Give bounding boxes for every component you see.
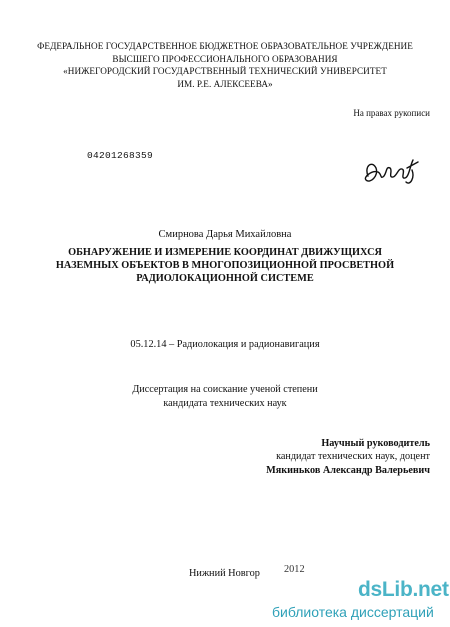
institution-line-4: ИМ. Р.Е. АЛЕКСЕЕВА» — [177, 78, 273, 89]
specialty-code: 05.12.14 – Радиолокация и радионавигация — [130, 339, 320, 350]
registration-code: 04201268359 — [87, 150, 154, 161]
institution-line-2: ВЫСШЕГО ПРОФЕССИОНАЛЬНОГО ОБРАЗОВАНИЯ — [112, 53, 338, 64]
watermark-subtitle: библиотека диссертаций — [272, 604, 434, 620]
degree-line-2: кандидата технических наук — [163, 397, 287, 409]
supervisor-label: Научный руководитель — [321, 438, 430, 449]
supervisor-block — [266, 437, 430, 477]
rights-note: На правах рукописи — [353, 108, 430, 118]
supervisor-name: Мякиньков Александр Валерьевич — [266, 464, 430, 476]
institution-line-1: ФЕДЕРАЛЬНОЕ ГОСУДАРСТВЕННОЕ БЮДЖЕТНОЕ ОБРАЗОВАТЕЛЬНОЕ УЧРЕЖДЕНИЕ — [37, 41, 413, 51]
institution-header — [0, 40, 450, 90]
year: 2012 — [284, 564, 305, 575]
degree-line-1: Диссертация на соискание ученой степени — [132, 384, 318, 395]
title-line-1: ОБНАРУЖЕНИЕ И ИЗМЕРЕНИЕ КООРДИНАТ ДВИЖУЩИХСЯ — [68, 247, 382, 258]
author-name: Смирнова Дарья Михайловна — [158, 229, 292, 240]
institution-line-3: «НИЖЕГОРОДСКИЙ ГОСУДАРСТВЕННЫЙ ТЕХНИЧЕСКИЙ УНИВЕРСИТЕТ — [63, 66, 387, 77]
watermark — [270, 578, 448, 624]
title-line-2: НАЗЕМНЫХ ОБЪЕКТОВ В МНОГОПОЗИЦИОННОЙ ПРОСВЕТНОЙ — [55, 260, 395, 272]
handwritten-signature — [360, 146, 430, 192]
supervisor-degree: кандидат технических наук, доцент — [276, 451, 430, 463]
dissertation-title — [0, 246, 450, 286]
title-line-3: РАДИОЛОКАЦИОННОЙ СИСТЕМЕ — [136, 273, 314, 285]
city-name: Нижний Новгор — [189, 568, 260, 579]
dissertation-degree — [0, 383, 450, 410]
watermark-logo: dsLib.net — [358, 578, 449, 601]
